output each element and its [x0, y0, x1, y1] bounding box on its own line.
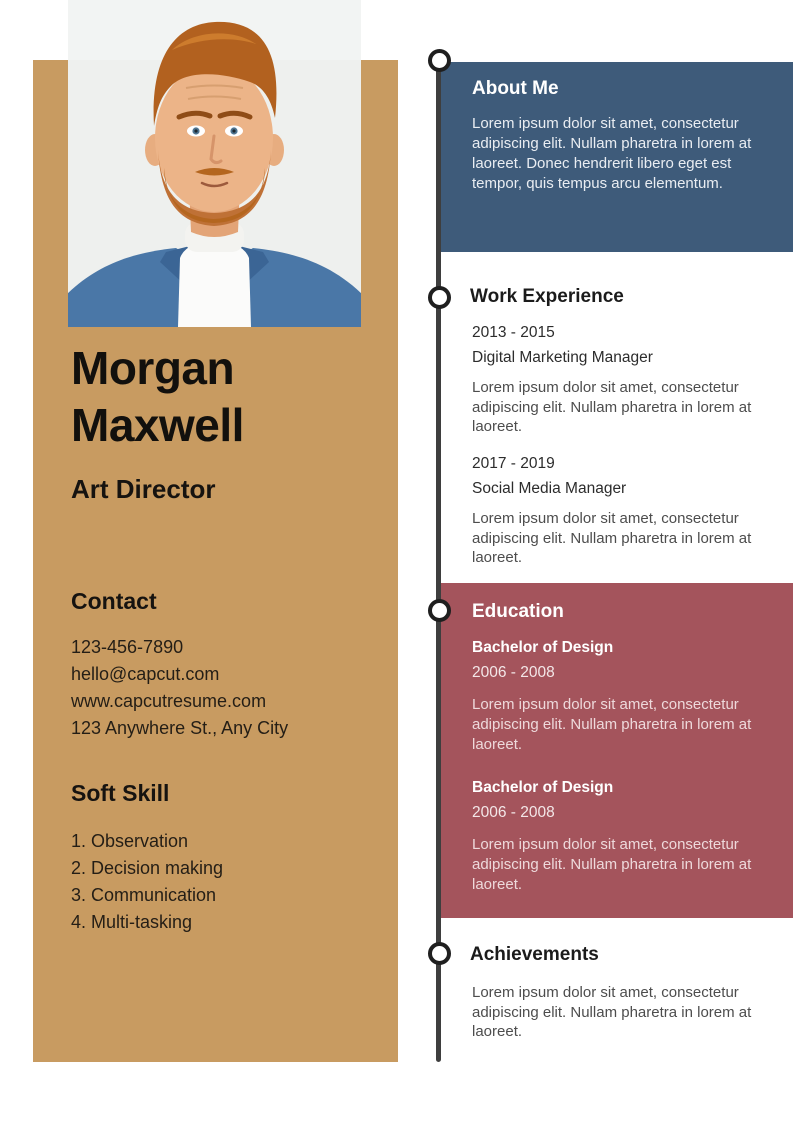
skill-item: 1. Observation	[71, 831, 189, 851]
soft-skill-list	[71, 828, 361, 936]
work-description: Lorem ipsum dolor sit amet, consectetur adipiscing elit. Nullam pharetra in lorem at laoreet.	[472, 379, 752, 435]
education-entry	[472, 775, 788, 895]
work-description: Lorem ipsum dolor sit amet, consectetur adipiscing elit. Nullam pharetra in lorem at laoreet.	[472, 510, 752, 566]
education-period: 2006 - 2008	[472, 664, 555, 681]
contact-website: www.capcutresume.com	[71, 691, 267, 711]
soft-skill-heading: Soft Skill	[71, 780, 170, 806]
skill-item: 4. Multi-tasking	[71, 912, 193, 932]
education-period: 2006 - 2008	[472, 804, 555, 821]
person-job-title: Art Director	[71, 474, 216, 504]
achievements-heading: Achievements	[470, 944, 599, 965]
work-period: 2017 - 2019	[472, 455, 555, 472]
timeline-dot-about	[428, 49, 451, 72]
contact-heading: Contact	[71, 588, 157, 614]
timeline-dot-education	[428, 599, 451, 622]
timeline-line	[436, 60, 441, 1062]
work-role: Digital Marketing Manager	[472, 349, 653, 366]
education-heading: Education	[472, 601, 564, 622]
education-section	[441, 583, 793, 918]
education-degree: Bachelor of Design	[472, 779, 614, 796]
skill-item: 2. Decision making	[71, 858, 224, 878]
about-section	[441, 62, 793, 252]
portrait-illustration	[68, 0, 361, 327]
timeline-dot-work	[428, 286, 451, 309]
education-description: Lorem ipsum dolor sit amet, consectetur adipiscing elit. Nullam pharetra in lorem at laoreet.	[472, 696, 752, 753]
timeline-dot-achievements	[428, 942, 451, 965]
skill-item: 3. Communication	[71, 885, 217, 905]
contact-list	[71, 634, 361, 742]
achievements-body: Lorem ipsum dolor sit amet, consectetur adipiscing elit. Nullam pharetra in lorem at laoreet.	[472, 984, 752, 1040]
work-experience-heading: Work Experience	[470, 286, 624, 307]
work-period: 2013 - 2015	[472, 324, 555, 341]
contact-phone: 123-456-7890	[71, 637, 184, 657]
about-heading: About Me	[472, 78, 559, 99]
education-entry	[472, 635, 788, 755]
contact-address: 123 Anywhere St., Any City	[71, 718, 289, 738]
education-degree: Bachelor of Design	[472, 639, 614, 656]
contact-email: hello@capcut.com	[71, 664, 220, 684]
work-entry	[472, 320, 788, 437]
profile-photo	[68, 0, 361, 327]
work-entry	[472, 451, 788, 568]
work-role: Social Media Manager	[472, 480, 627, 497]
education-description: Lorem ipsum dolor sit amet, consectetur adipiscing elit. Nullam pharetra in lorem at laoreet.	[472, 836, 752, 893]
person-name: Morgan Maxwell	[71, 342, 244, 452]
about-body: Lorem ipsum dolor sit amet, consectetur adipiscing elit. Nullam pharetra in lorem at laoreet. Donec hendrerit libero eget est tempor, quis tempus arcu elementum.	[472, 115, 752, 192]
